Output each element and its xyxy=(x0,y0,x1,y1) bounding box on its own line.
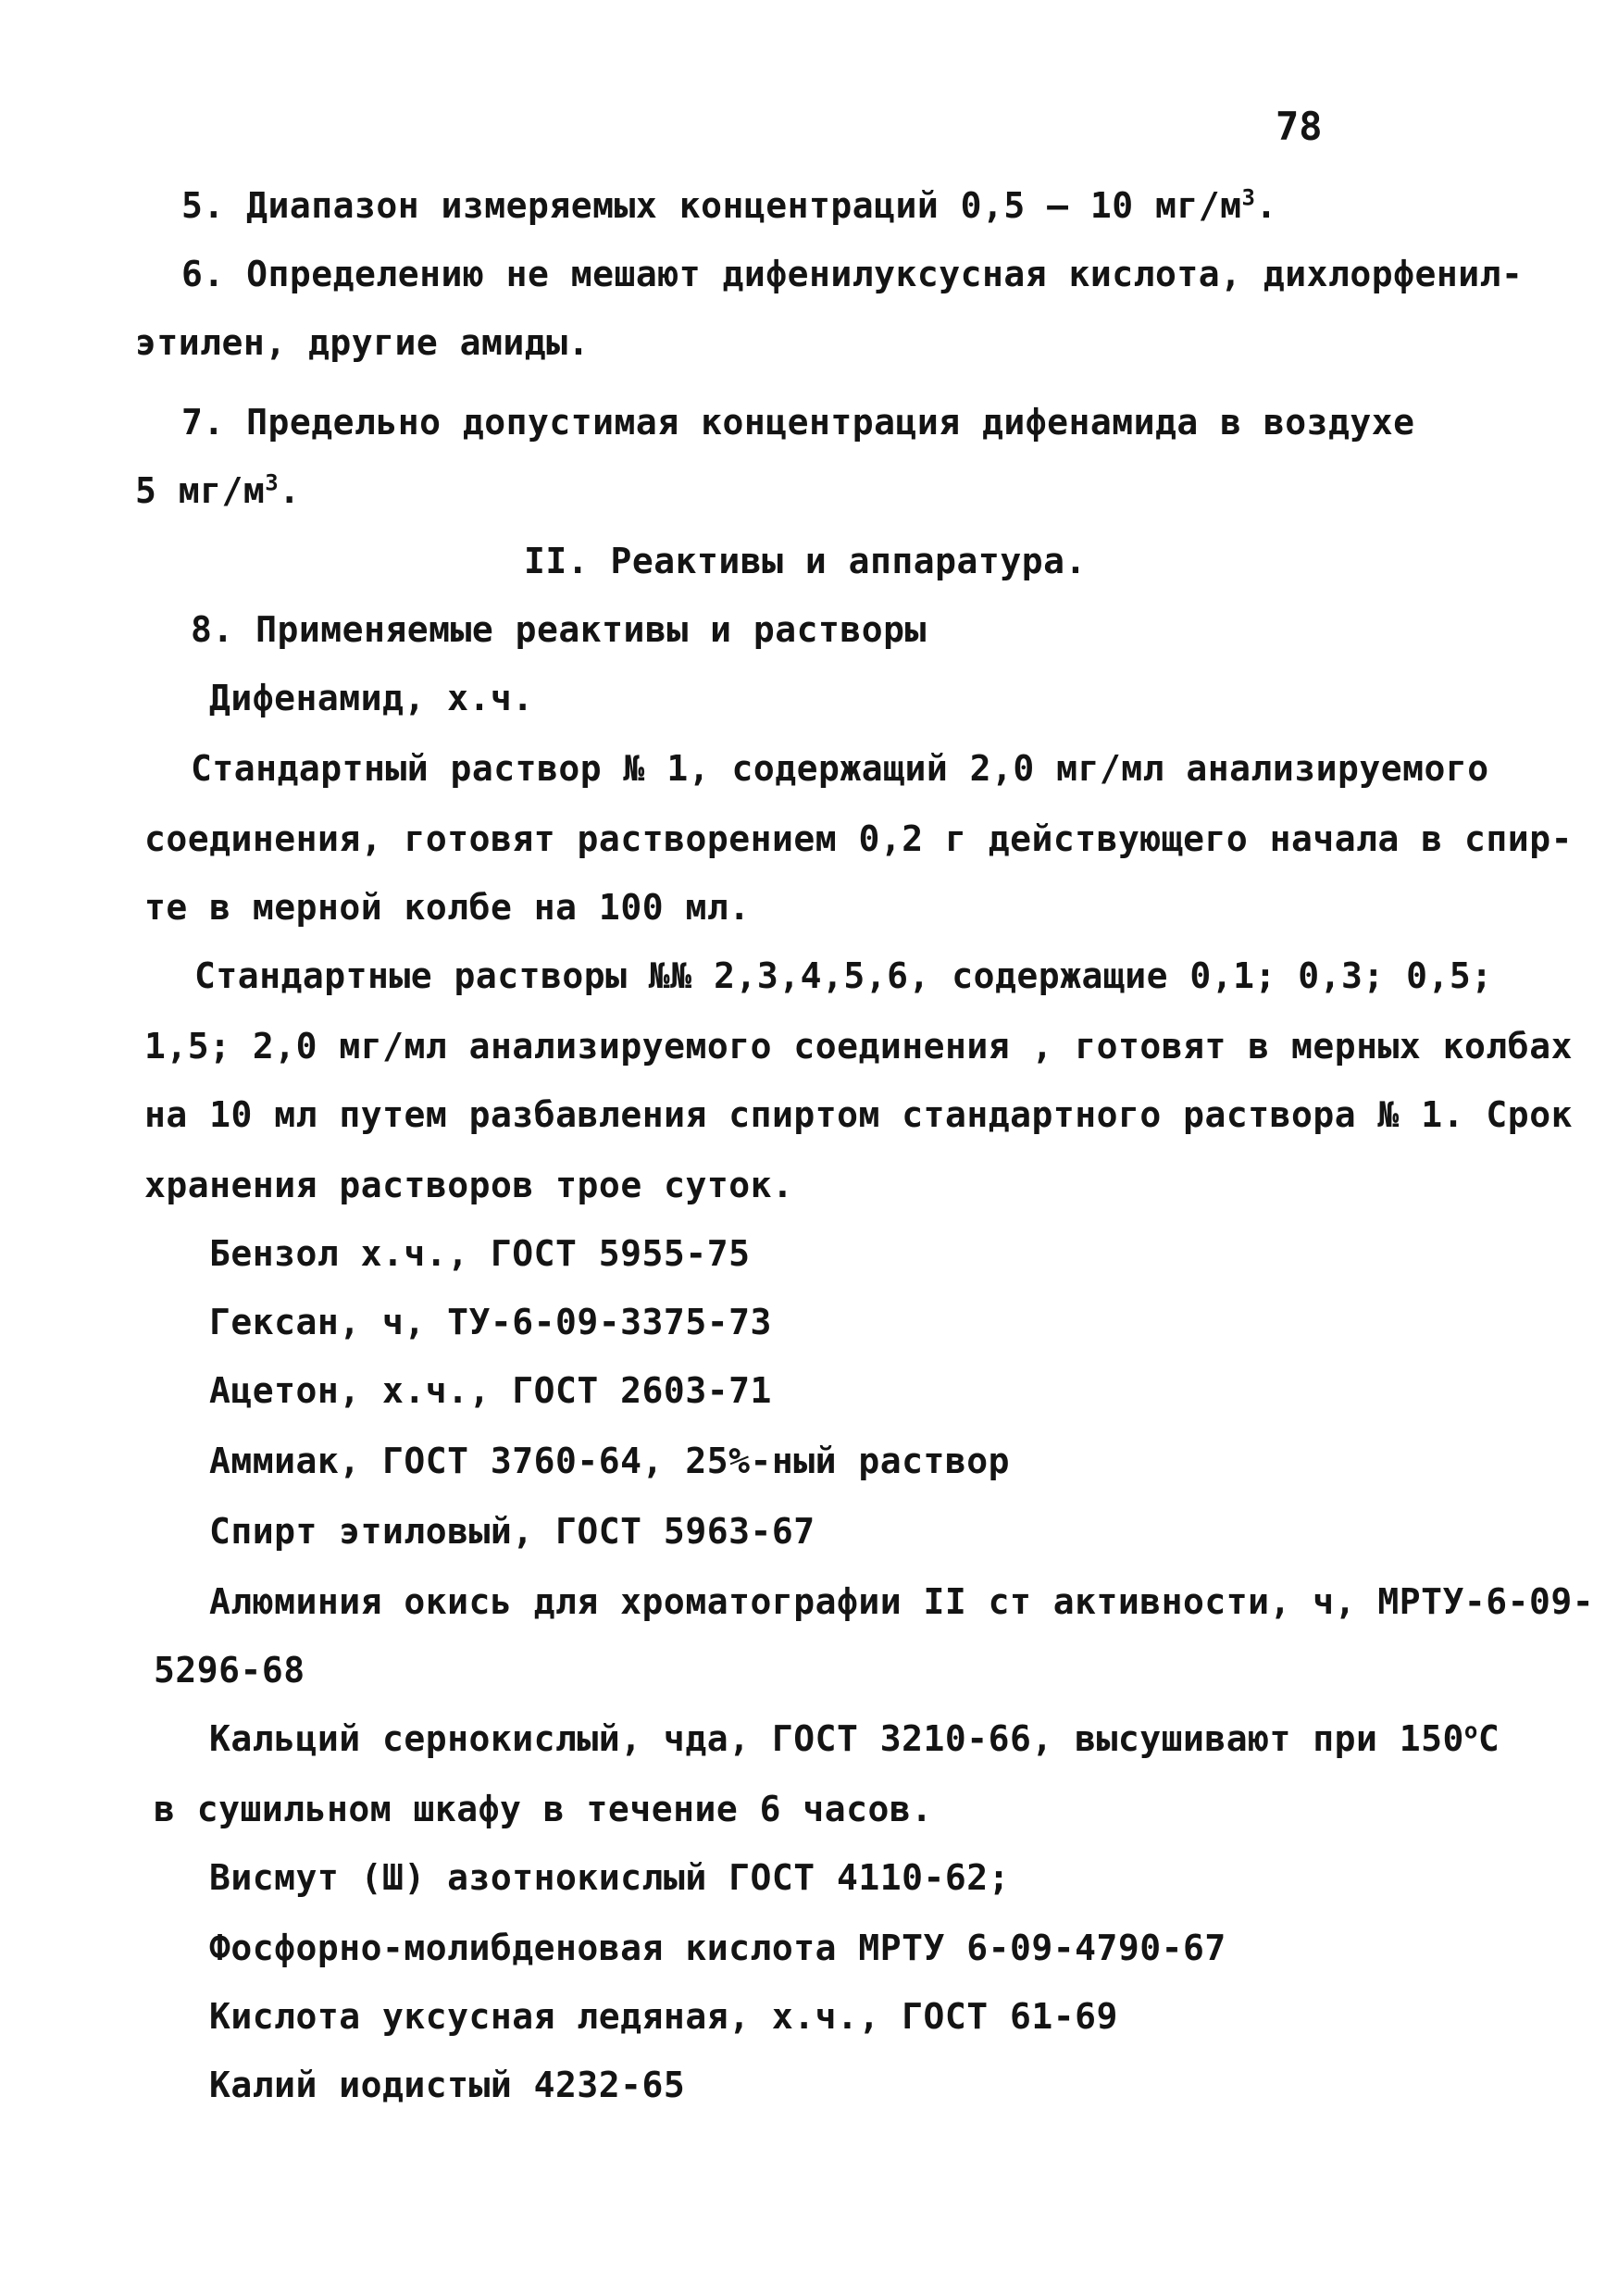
spirt-line: Спирт этиловый, ГОСТ 5963-67 xyxy=(209,1511,815,1552)
standard-1-line-3: те в мерной колбе на 100 мл. xyxy=(144,887,751,928)
vismut-line: Висмут (Ш) азотнокислый ГОСТ 4110-62; xyxy=(209,1857,1010,1898)
item-8-line: 8. Применяемые реактивы и растворы xyxy=(191,609,927,650)
item-7-tail: . xyxy=(279,470,301,511)
section-heading: II. Реактивы и аппаратура. xyxy=(524,541,1087,581)
benzol-line: Бензол х.ч., ГОСТ 5955-75 xyxy=(209,1233,751,1274)
item-5-tail: . xyxy=(1255,185,1277,226)
item-5-superscript: 3 xyxy=(1241,184,1256,211)
difenamid-line: Дифенамид, х.ч. xyxy=(209,678,534,718)
item-6-line-1: 6. Определению не мешают дифенилуксусная кислота, дихлорфенил- xyxy=(181,254,1524,294)
ammiak-line: Аммиак, ГОСТ 3760-64, 25%-ный раствор xyxy=(209,1441,1010,1481)
item-7-line-1: 7. Предельно допустимая концентрация дифенамида в воздухе xyxy=(181,402,1415,443)
item-7-superscript: 3 xyxy=(265,469,280,496)
aceton-line: Ацетон, х.ч., ГОСТ 2603-71 xyxy=(209,1370,772,1411)
standard-2-line-2: 1,5; 2,0 мг/мл анализируемого соединения , готовят в мерных колбах xyxy=(144,1026,1573,1067)
standard-2-line-1: Стандартные растворы №№ 2,3,4,5,6, содержащие 0,1; 0,3; 0,5; xyxy=(194,955,1493,996)
item-7-line-2 xyxy=(135,468,301,513)
standard-1-line-2: соединения, готовят растворением 0,2 г действующего начала в спир- xyxy=(144,818,1573,859)
kislota-line: Кислота уксусная ледяная, х.ч., ГОСТ 61-69 xyxy=(209,1996,1118,2037)
item-5-text: 5. Диапазон измеряемых концентраций 0,5 – 10 мг/м xyxy=(181,185,1242,226)
standard-1-line-1: Стандартный раствор № 1, содержащий 2,0 мг/мл анализируемого xyxy=(191,748,1489,789)
item-5-line xyxy=(181,183,1277,228)
aluminia-line-2: 5296-68 xyxy=(154,1650,305,1691)
fosfor-line: Фосфорно-молибденовая кислота МРТУ 6-09-4790-67 xyxy=(209,1928,1226,1968)
item-6-line-2: этилен, другие амиды. xyxy=(135,322,590,363)
aluminia-line-1: Алюминия окись для хроматографии II ст активности, ч, МРТУ-6-09- xyxy=(209,1581,1595,1622)
item-7-text: 5 мг/м xyxy=(135,470,266,511)
geksan-line: Гексан, ч, ТУ-6-09-3375-73 xyxy=(209,1302,772,1342)
standard-2-line-4: хранения растворов трое суток. xyxy=(144,1165,794,1205)
kalciy-line-2: в сушильном шкафу в течение 6 часов. xyxy=(154,1789,933,1829)
page-number: 78 xyxy=(1276,104,1323,149)
kaliy-line: Калий иодистый 4232-65 xyxy=(209,2065,686,2105)
kalciy-text: Кальций сернокислый, чда, ГОСТ 3210-66, высушивают при 150 xyxy=(209,1718,1464,1759)
standard-2-line-3: на 10 мл путем разбавления спиртом стандартного раствора № 1. Срок xyxy=(144,1094,1573,1135)
degree-superscript: о xyxy=(1463,1717,1478,1744)
kalciy-line-1 xyxy=(209,1716,1500,1761)
kalciy-tail: С xyxy=(1477,1718,1500,1759)
